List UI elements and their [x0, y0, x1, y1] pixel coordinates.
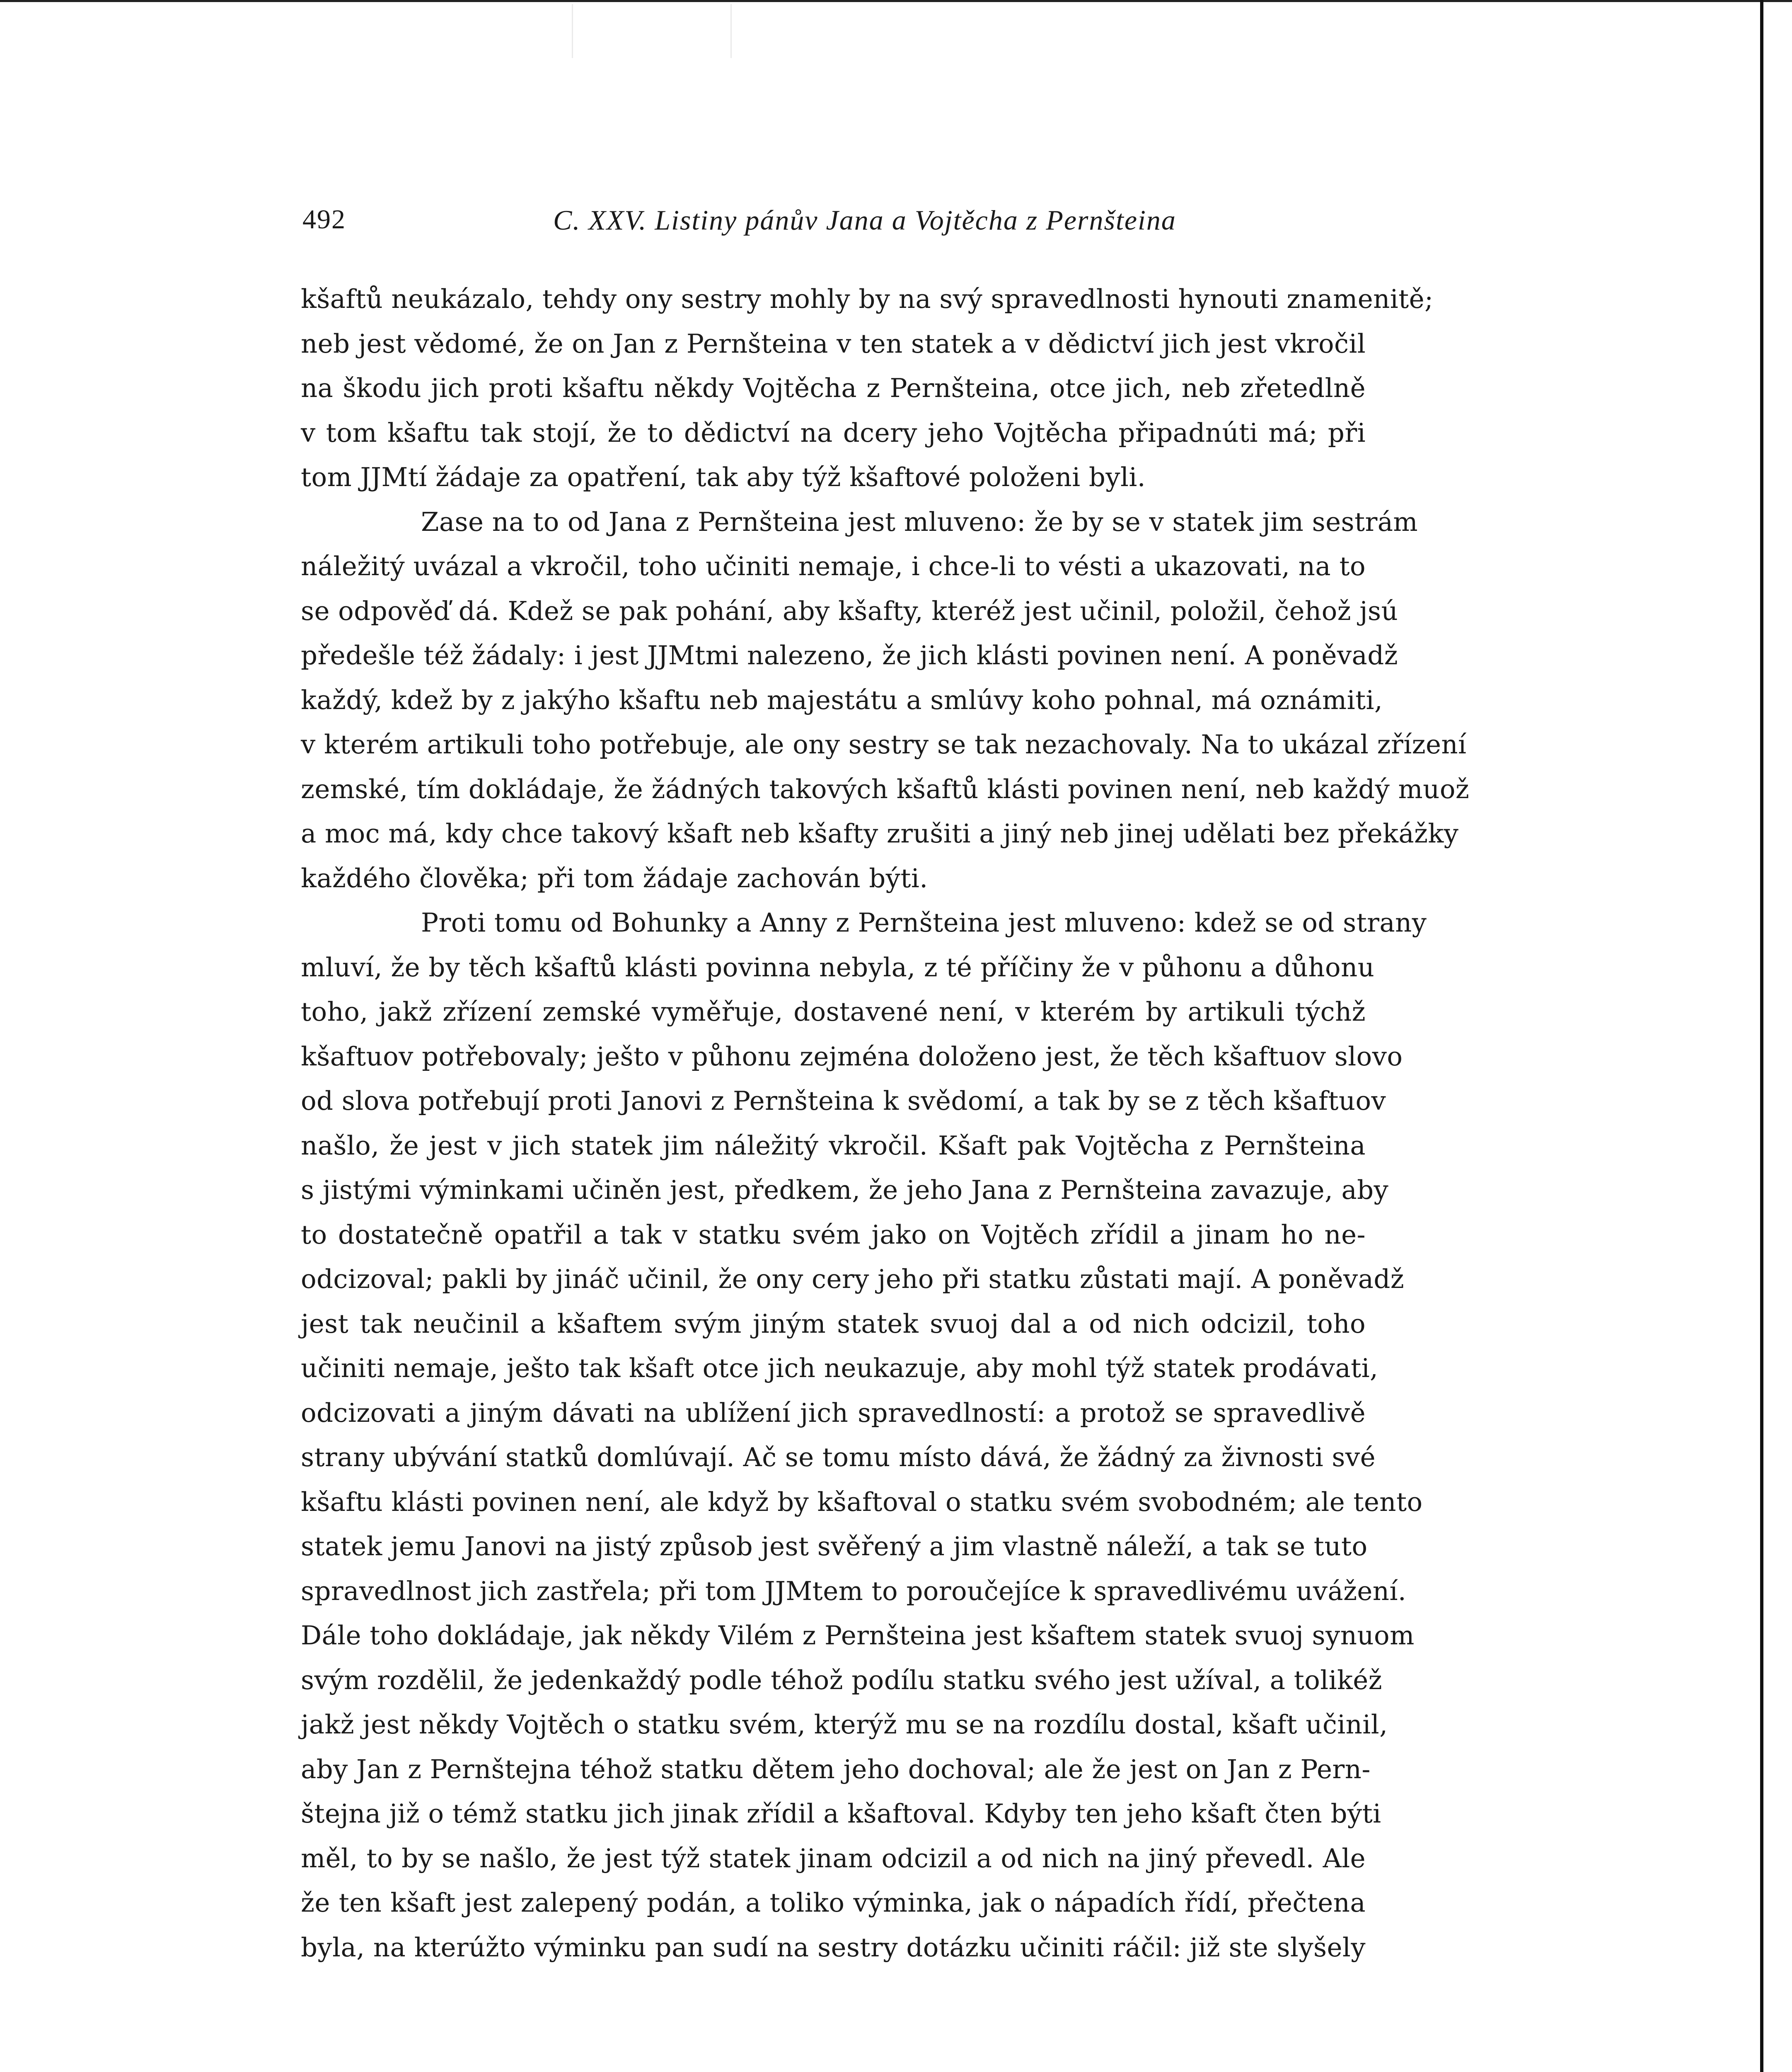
text-line: od slova potřebují proti Janovi z Pernšteina k svědomí, a tak by se z těch kšaftuov — [301, 1086, 1386, 1116]
text-line: jakž jest někdy Vojtěch o statku svém, kterýž mu se na rozdílu dostal, kšaft učinil, — [301, 1709, 1388, 1740]
text-line: odcizoval; pakli by jináč učinil, že ony cery jeho při statku zůstati mají. A poněvadž — [301, 1264, 1405, 1294]
text-line: strany ubývání statků domlúvají. Ač se tomu místo dává, že žádný za živnosti své — [301, 1442, 1376, 1472]
text-line: byla, na kterúžto výminku pan sudí na sestry dotázku učiniti ráčil: již ste slyšely — [301, 1932, 1366, 1963]
text-line: každý, kdež by z jakýho kšaftu neb majestátu a smlúvy koho pohnal, má oznámiti, — [301, 685, 1383, 715]
text-line: v tom kšaftu tak stojí, že to dědictví na dcery jeho Vojtěcha připadnúti má; při — [301, 417, 1366, 448]
text-line: Zase na to od Jana z Pernšteina jest mluveno: že by se v statek jim sestrám — [421, 506, 1418, 537]
text-line: každého člověka; při tom žádaje zachován býti. — [301, 863, 928, 893]
text-line: na škodu jich proti kšaftu někdy Vojtěcha z Pernšteina, otce jich, neb zřetedlně — [301, 373, 1366, 403]
text-line: kšaftuov potřebovaly; ješto v půhonu zejména doloženo jest, že těch kšaftuov slovo — [301, 1041, 1403, 1072]
text-line: odcizovati a jiným dávati na ublížení jich spravedlností: a protož se spravedlivě — [301, 1397, 1366, 1428]
text-line: svým rozdělil, že jedenkaždý podle téhož podílu statku svého jest užíval, a tolikéž — [301, 1665, 1383, 1695]
text-line: statek jemu Janovi na jistý způsob jest svěřený a jim vlastně náleží, a tak se tuto — [301, 1531, 1368, 1561]
text-line: kšaftů neukázalo, tehdy ony sestry mohly by na svý spravedlnosti hynouti znamenitě; — [301, 284, 1434, 314]
text-line: toho, jakž zřízení zemské vyměřuje, dostavené není, v kterém by artikuli týchž — [301, 997, 1366, 1027]
text-line: Dále toho dokládaje, jak někdy Vilém z Pernšteina jest kšaftem statek svuoj synuom — [301, 1620, 1415, 1651]
page-number: 492 — [302, 204, 346, 235]
text-line: měl, to by se našlo, že jest týž statek jinam odcizil a od nich na jiný převedl. Ale — [301, 1843, 1366, 1874]
text-line: že ten kšaft jest zalepený podán, a toliko výminka, jak o nápadích řídí, přečtena — [301, 1888, 1366, 1918]
page-header — [302, 200, 1342, 245]
scan-top-edge — [0, 0, 1792, 2]
text-line: štejna již o témž statku jich jinak zřídil a kšaftoval. Kdyby ten jeho kšaft čten býti — [301, 1798, 1381, 1829]
text-line: a moc má, kdy chce takový kšaft neb kšafty zrušiti a jiný neb jinej udělati bez překážky — [301, 818, 1459, 849]
scan-artifact — [572, 4, 732, 58]
text-line: neb jest vědomé, že on Jan z Pernšteina v ten statek a v dědictví jich jest vkročil — [301, 328, 1366, 359]
text-line: mluví, že by těch kšaftů klásti povinna nebyla, z té příčiny že v půhonu a důhonu — [301, 952, 1375, 983]
text-line: tom JJMtí žádaje za opatření, tak aby týž kšaftové položeni byli. — [301, 462, 1146, 492]
running-head: C. XXV. Listiny pánův Jana a Vojtěcha z Pernšteina — [553, 204, 1176, 236]
text-line: učiniti nemaje, ješto tak kšaft otce jich neukazuje, aby mohl týž statek prodávati, — [301, 1353, 1378, 1383]
text-line: jest tak neučinil a kšaftem svým jiným statek svuoj dal a od nich odcizil, toho — [301, 1308, 1366, 1339]
body-text — [301, 277, 1470, 1970]
text-line: v kterém artikuli toho potřebuje, ale ony sestry se tak nezachovaly. Na to ukázal zřízení — [301, 729, 1467, 760]
text-line: to dostatečně opatřil a tak v statku svém jako on Vojtěch zřídil a jinam ho ne- — [301, 1219, 1366, 1250]
text-line: Proti tomu od Bohunky a Anny z Pernšteina jest mluveno: kdež se od strany — [421, 908, 1427, 938]
text-line: s jistými výminkami učiněn jest, předkem, že jeho Jana z Pernšteina zavazuje, aby — [301, 1175, 1389, 1205]
text-line: našlo, že jest v jich statek jim náležitý vkročil. Kšaft pak Vojtěcha z Pernšteina — [301, 1130, 1366, 1161]
text-line: zemské, tím dokládaje, že žádných takových kšaftů klásti povinen není, neb každý muož — [301, 774, 1470, 804]
text-line: spravedlnost jich zastřela; při tom JJMtem to poroučejíce k spravedlivému uvážení. — [301, 1576, 1407, 1606]
text-line: aby Jan z Pernštejna téhož statku dětem jeho dochoval; ale že jest on Jan z Pern- — [301, 1754, 1371, 1784]
text-line: náležitý uvázal a vkročil, toho učiniti nemaje, i chce-li to vésti a ukazovati, na to — [301, 551, 1366, 581]
text-line: předešle též žádaly: i jest JJMtmi nalezeno, že jich klásti povinen není. A poněvadž — [301, 640, 1398, 670]
text-line: kšaftu klásti povinen není, ale když by kšaftoval o statku svém svobodném; ale tento — [301, 1486, 1423, 1517]
text-line: se odpověď dá. Kdež se pak pohání, aby kšafty, kteréž jest učinil, položil, čehož jsú — [301, 595, 1398, 626]
scan-right-edge — [1760, 0, 1763, 2072]
